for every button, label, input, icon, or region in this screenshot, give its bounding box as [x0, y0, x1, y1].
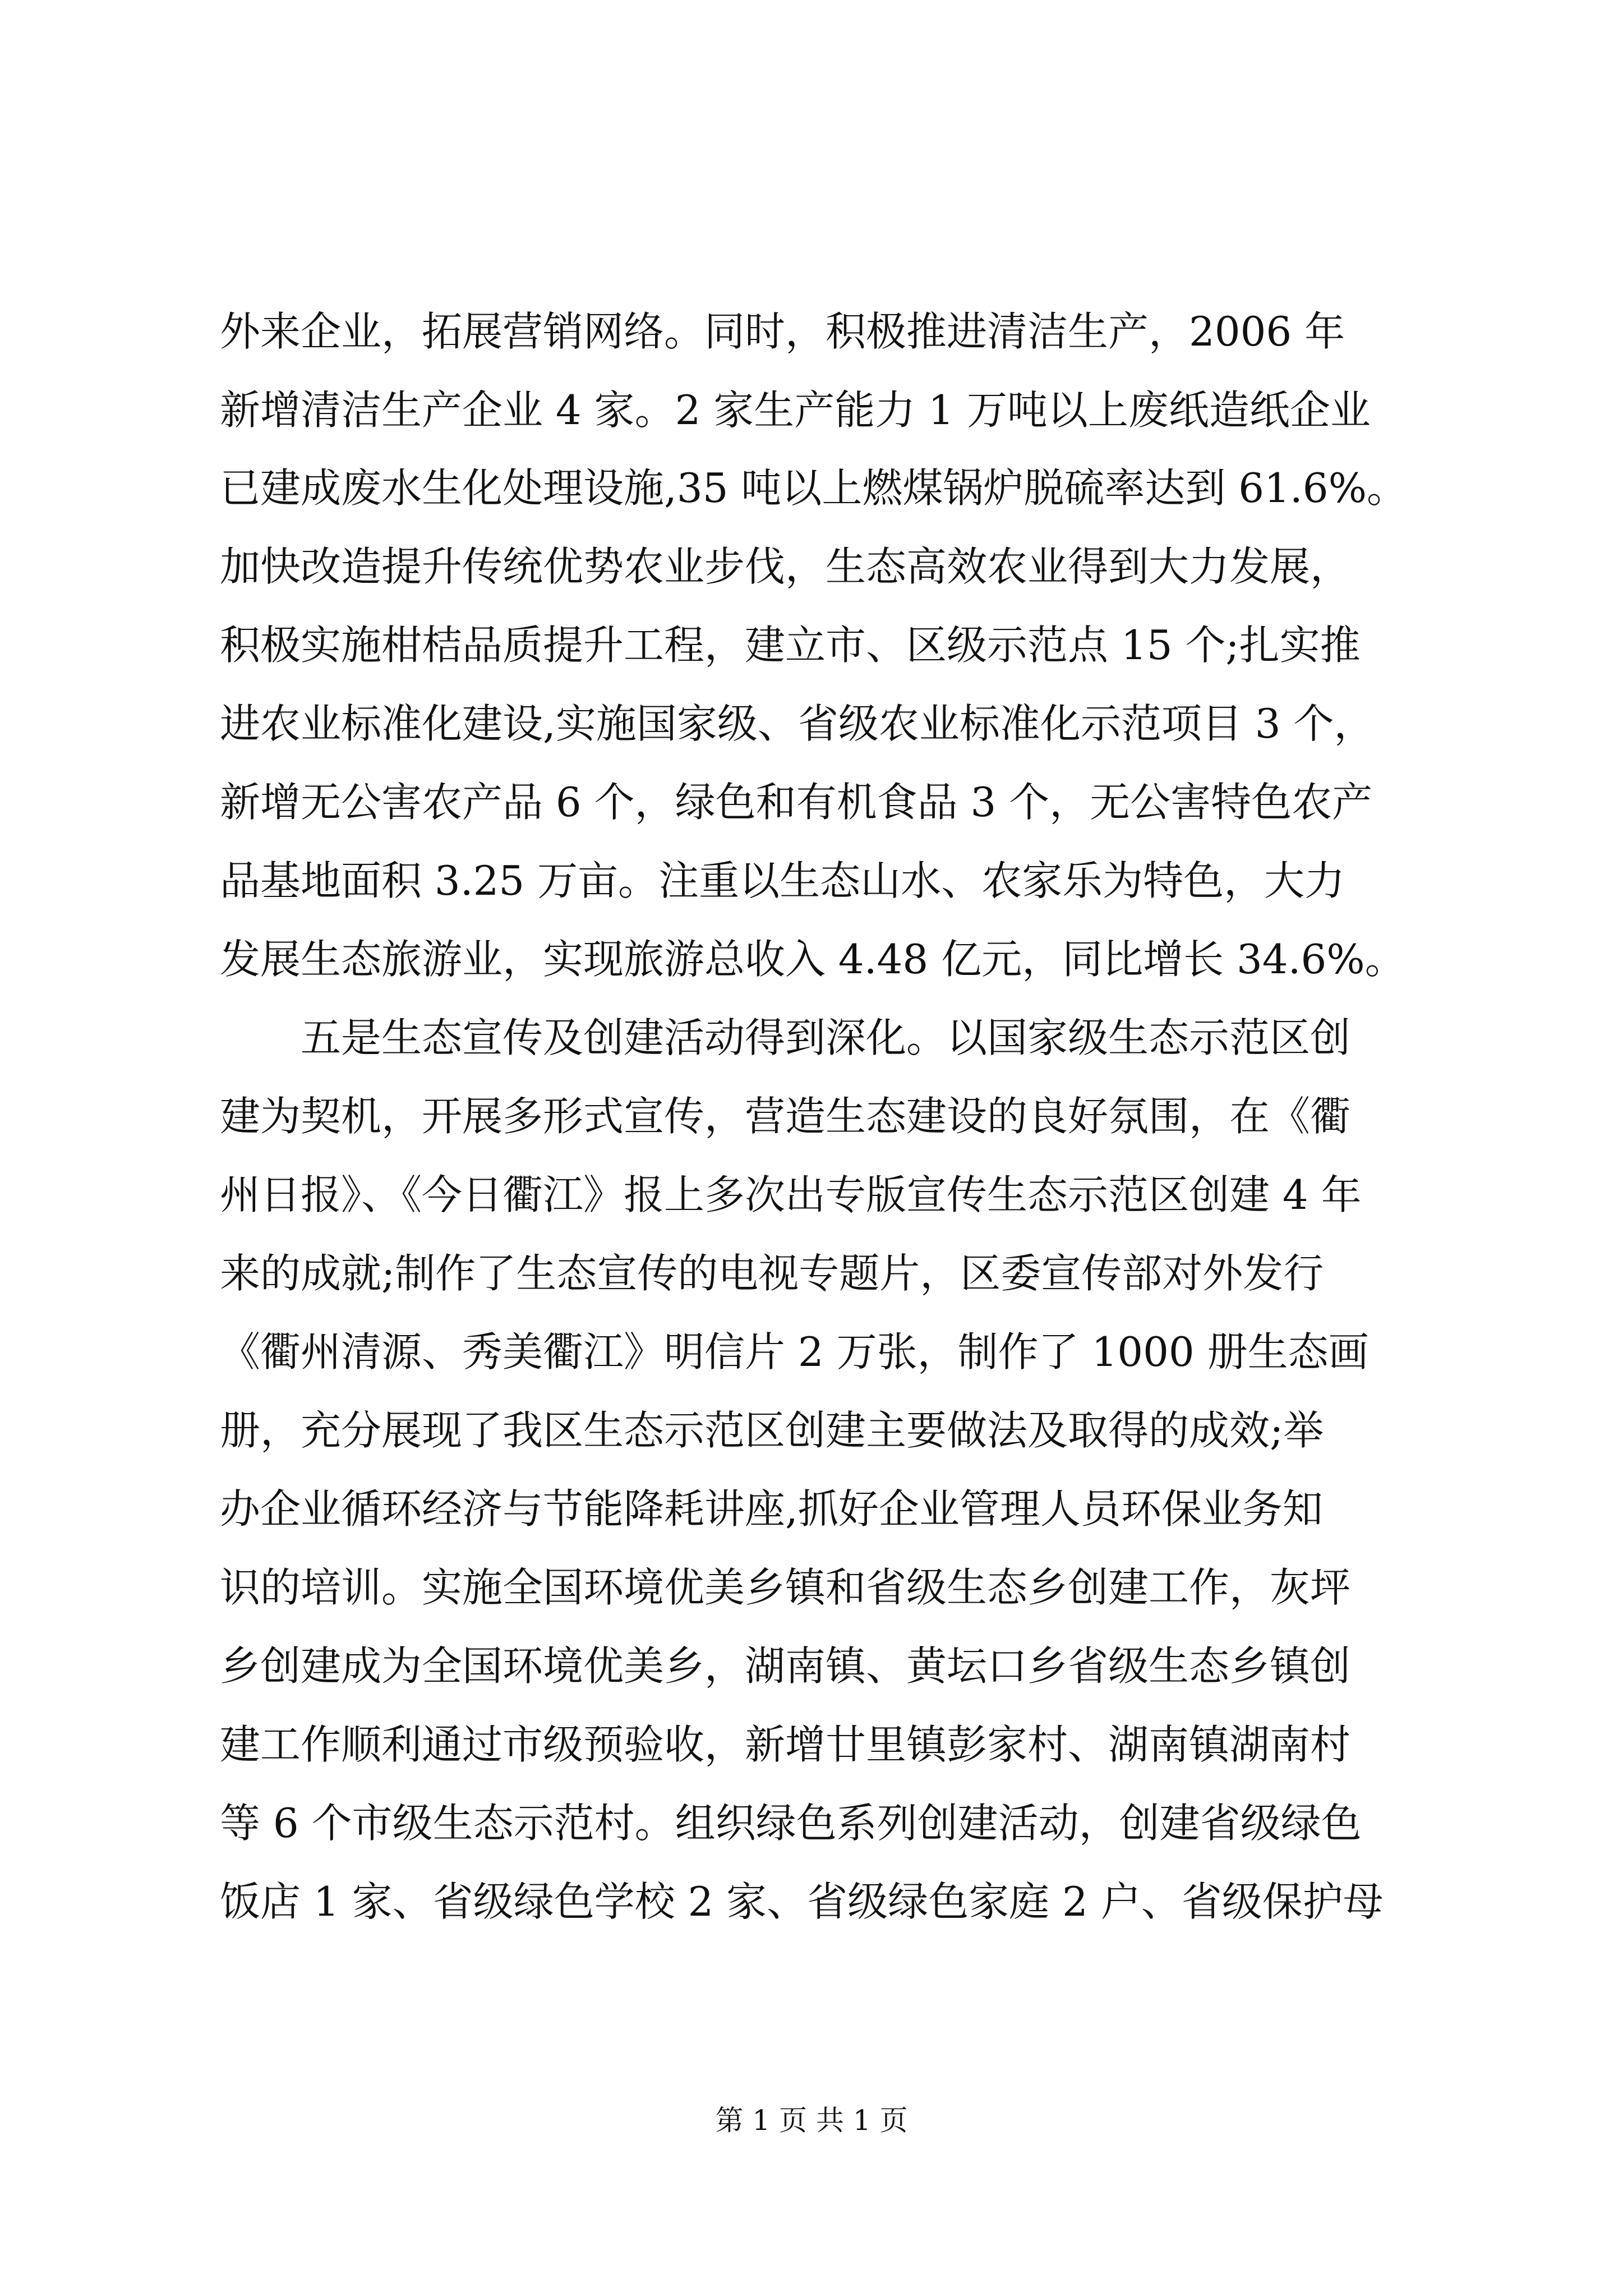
text-line-11: 建为契机，开展多形式宣传，营造生态建设的良好氛围，在《衢	[220, 1093, 1351, 1140]
text-line-21: 饭店 1 家、省级绿色学校 2 家、省级绿色家庭 2 户、省级保护母	[220, 1878, 1384, 1925]
page-footer: 第 1 页 共 1 页	[715, 2104, 908, 2137]
text-line-20: 等 6 个市级生态示范村。组织绿色系列创建活动，创建省级绿色	[220, 1800, 1362, 1847]
text-line-6: 进农业标准化建设,实施国家级、省级农业标准化示范项目 3 个，	[220, 700, 1375, 747]
text-line-12: 州日报》、《今日衢江》报上多次出专版宣传生态示范区创建 4 年	[220, 1171, 1362, 1218]
text-line-2: 新增清洁生产企业 4 家。2 家生产能力 1 万吨以上废纸造纸企业	[220, 386, 1371, 434]
text-line-4: 加快改造提升传统优势农业步伐，生态高效农业得到大力发展，	[220, 543, 1351, 590]
text-line-9: 发展生态旅游业，实现旅游总收入 4.48 亿元，同比增长 34.6%。	[220, 936, 1405, 983]
text-line-8: 品基地面积 3.25 万亩。注重以生态山水、农家乐为特色，大力	[220, 857, 1345, 904]
text-line-16: 办企业循环经济与节能降耗讲座,抓好企业管理人员环保业务知	[220, 1485, 1323, 1533]
text-line-17: 识的培训。实施全国环境优美乡镇和省级生态乡创建工作，灰坪	[220, 1564, 1351, 1611]
text-line-7: 新增无公害农产品 6 个，绿色和有机食品 3 个，无公害特色农产	[220, 779, 1373, 826]
text-line-14: 《衢州清源、秀美衢江》明信片 2 万张，制作了 1000 册生态画	[220, 1328, 1369, 1375]
text-line-13: 来的成就;制作了生态宣传的电视专题片，区委宣传部对外发行	[220, 1250, 1324, 1297]
text-line-5: 积极实施柑桔品质提升工程，建立市、区级示范点 15 个;扎实推	[220, 622, 1361, 669]
text-line-1: 外来企业，拓展营销网络。同时，积极推进清洁生产，2006 年	[220, 308, 1345, 355]
paragraph-start-line: 五是生态宣传及创建活动得到深化。以国家级生态示范区创	[301, 1014, 1351, 1061]
text-line-18: 乡创建成为全国环境优美乡，湖南镇、黄坛口乡省级生态乡镇创	[220, 1642, 1351, 1690]
text-line-19: 建工作顺利通过市级预验收，新增廿里镇彭家村、湖南镇湖南村	[220, 1721, 1351, 1768]
text-line-3: 已建成废水生化处理设施,35 吨以上燃煤锅炉脱硫率达到 61.6%。	[220, 464, 1408, 512]
text-line-15: 册，充分展现了我区生态示范区创建主要做法及取得的成效;举	[220, 1407, 1324, 1454]
